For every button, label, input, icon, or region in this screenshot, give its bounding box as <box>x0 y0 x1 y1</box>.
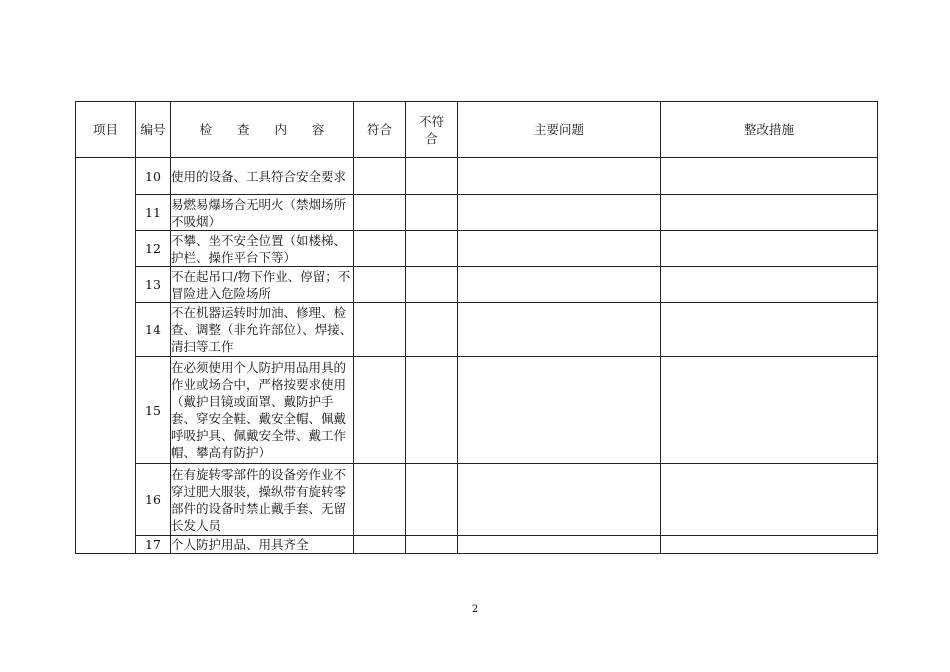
row-number: 12 <box>136 231 171 267</box>
table-row <box>76 536 878 554</box>
table-row <box>76 231 878 267</box>
conform-cell[interactable] <box>354 536 406 554</box>
row-number: 17 <box>136 536 171 554</box>
row-number: 15 <box>136 357 171 464</box>
problems-cell[interactable] <box>458 303 661 357</box>
row-number: 14 <box>136 303 171 357</box>
table-row <box>76 464 878 536</box>
nonconform-cell[interactable] <box>406 536 458 554</box>
measures-cell[interactable] <box>661 231 878 267</box>
row-number: 10 <box>136 158 171 195</box>
header-item: 项目 <box>76 102 136 158</box>
conform-cell[interactable] <box>354 195 406 231</box>
conform-cell[interactable] <box>354 267 406 303</box>
nonconform-cell[interactable] <box>406 158 458 195</box>
problems-cell[interactable] <box>458 231 661 267</box>
row-content: 使用的设备、工具符合安全要求 <box>171 158 354 195</box>
problems-cell[interactable] <box>458 357 661 464</box>
conform-cell[interactable] <box>354 158 406 195</box>
row-number: 13 <box>136 267 171 303</box>
inspection-table <box>75 101 878 554</box>
header-conform: 符合 <box>354 102 406 158</box>
measures-cell[interactable] <box>661 267 878 303</box>
conform-cell[interactable] <box>354 231 406 267</box>
row-content: 个人防护用品、用具齐全 <box>171 536 354 554</box>
conform-cell[interactable] <box>354 464 406 536</box>
row-content: 易燃易爆场合无明火（禁烟场所不吸烟） <box>171 195 354 231</box>
measures-cell[interactable] <box>661 536 878 554</box>
item-cell <box>76 158 136 554</box>
problems-cell[interactable] <box>458 536 661 554</box>
header-measures: 整改措施 <box>661 102 878 158</box>
nonconform-cell[interactable] <box>406 267 458 303</box>
table-row <box>76 158 878 195</box>
header-problems: 主要问题 <box>458 102 661 158</box>
row-content: 在有旋转零部件的设备旁作业不穿过肥大服装，操纵带有旋转零部件的设备时禁止戴手套、无留长发人员 <box>171 464 354 536</box>
table-row <box>76 195 878 231</box>
table-row <box>76 357 878 464</box>
nonconform-cell[interactable] <box>406 464 458 536</box>
nonconform-cell[interactable] <box>406 357 458 464</box>
nonconform-cell[interactable] <box>406 231 458 267</box>
row-content: 不在机器运转时加油、修理、检查、调整（非允许部位）、焊接、清扫等工作 <box>171 303 354 357</box>
measures-cell[interactable] <box>661 464 878 536</box>
measures-cell[interactable] <box>661 303 878 357</box>
problems-cell[interactable] <box>458 158 661 195</box>
page-number: 2 <box>471 604 479 615</box>
row-content: 在必须使用个人防护用品用具的作业或场合中，严格按要求使用（戴护目镜或面罩、戴防护手套、穿安全鞋、戴安全帽、佩戴呼吸护具、佩戴安全带、戴工作帽、攀高有防护） <box>171 357 354 464</box>
nonconform-cell[interactable] <box>406 303 458 357</box>
problems-cell[interactable] <box>458 267 661 303</box>
row-number: 16 <box>136 464 171 536</box>
row-content: 不攀、坐不安全位置（如楼梯、护栏、操作平台下等） <box>171 231 354 267</box>
table-row <box>76 303 878 357</box>
table-row <box>76 267 878 303</box>
header-row <box>76 102 878 158</box>
problems-cell[interactable] <box>458 195 661 231</box>
row-number: 11 <box>136 195 171 231</box>
header-nonconform: 不符合 <box>406 102 458 158</box>
nonconform-cell[interactable] <box>406 195 458 231</box>
measures-cell[interactable] <box>661 158 878 195</box>
header-content: 检 查 内 容 <box>171 102 354 158</box>
measures-cell[interactable] <box>661 195 878 231</box>
conform-cell[interactable] <box>354 357 406 464</box>
problems-cell[interactable] <box>458 464 661 536</box>
header-number: 编号 <box>136 102 171 158</box>
conform-cell[interactable] <box>354 303 406 357</box>
row-content: 不在起吊口/物下作业、停留；不冒险进入危险场所 <box>171 267 354 303</box>
measures-cell[interactable] <box>661 357 878 464</box>
